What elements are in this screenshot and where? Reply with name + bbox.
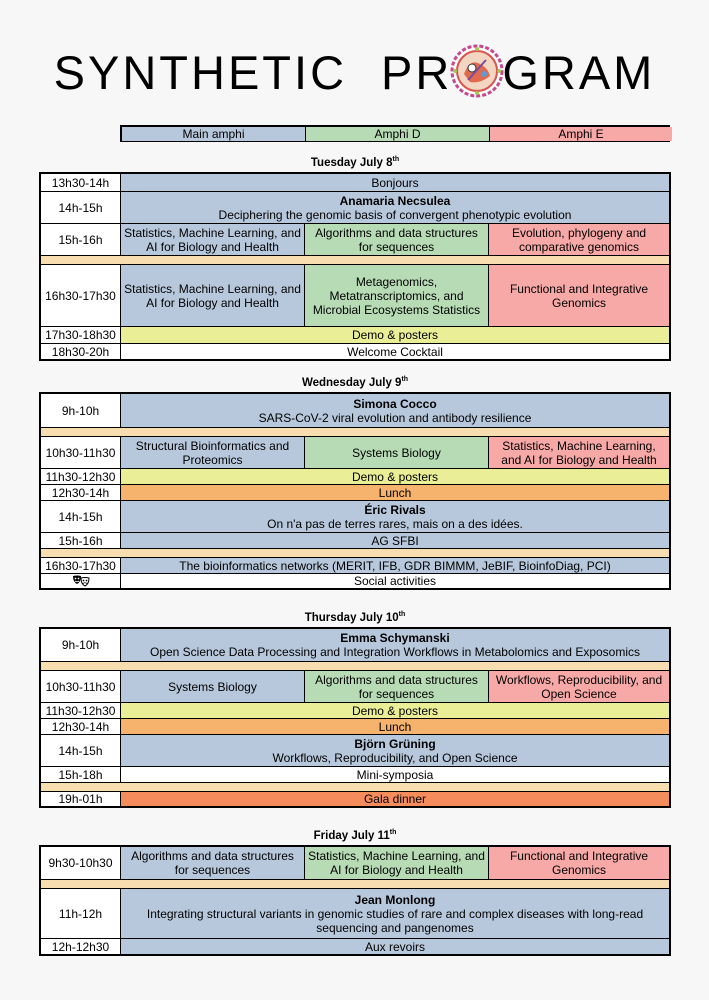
speaker-name: Emma Schymanski: [340, 631, 450, 645]
schedule-thursday: [39, 627, 671, 808]
session-cell: Lunch: [121, 485, 669, 500]
schedule-row: [41, 326, 669, 343]
schedule-row: [41, 718, 669, 734]
schedule-tuesday: [39, 172, 671, 361]
legend-amphi-d: Amphi D: [305, 127, 489, 141]
session-amphi-e: Evolution, phylogeny and comparative genomics: [489, 224, 669, 255]
session-amphi-d: Metagenomics, Metatranscriptomics, and Microbial Ecosystems Statistics: [305, 265, 489, 326]
speaker-name: Éric Rivals: [364, 502, 426, 517]
legend-main-amphi: Main amphi: [122, 127, 305, 141]
day-title-friday: Friday July 11th: [313, 829, 397, 842]
session-cell: Welcome Cocktail: [121, 344, 669, 359]
schedule-friday: [39, 845, 671, 956]
time-slot: 17h30-18h30: [41, 327, 121, 343]
break-row: [41, 879, 669, 888]
theater-masks-icon: [72, 575, 90, 587]
program-title: [0, 40, 709, 104]
session-cell: Mini-symposia: [121, 767, 669, 782]
break-row: [41, 255, 669, 264]
session-cell: Demo & posters: [121, 469, 669, 484]
talk-title: On n'a pas de terres rares, mais on a des idées.: [267, 516, 523, 531]
legend-amphi-e: Amphi E: [489, 127, 672, 141]
time-slot: 14h-15h: [41, 735, 121, 766]
schedule-row: [41, 629, 669, 661]
time-slot: 18h30-20h: [41, 344, 121, 359]
schedule-row: [41, 573, 669, 588]
speaker-name: Jean Monlong: [354, 892, 436, 907]
schedule-row: [41, 791, 669, 806]
time-slot: 12h30-14h: [41, 719, 121, 734]
keynote-cell: [121, 394, 669, 427]
session-amphi-d: Algorithms and data structures for sequences: [305, 224, 489, 255]
session-cell: Gala dinner: [121, 792, 669, 806]
day-title-thursday: Thursday July 10th: [304, 611, 406, 624]
session-amphi-e: Workflows, Reproducibility, and Open Science: [489, 671, 669, 702]
time-slot: 16h30-17h30: [41, 265, 121, 326]
room-legend: [120, 125, 670, 142]
time-slot: 14h-15h: [41, 192, 121, 223]
talk-title: Open Science Data Processing and Integration Workflows in Metabolomics and Exposomics: [149, 645, 641, 659]
talk-title: SARS-CoV-2 viral evolution and antibody resilience: [258, 410, 532, 425]
keynote-cell: [121, 192, 669, 223]
session-cell: Lunch: [121, 719, 669, 734]
time-slot: 11h-12h: [41, 889, 121, 938]
session-cell: AG SFBI: [121, 533, 669, 548]
time-slot: 12h30-14h: [41, 485, 121, 500]
session-main-amphi: Algorithms and data structures for sequences: [121, 847, 305, 879]
keynote-cell: [121, 629, 669, 661]
talk-title: Workflows, Reproducibility, and Open Science: [272, 750, 518, 765]
break-row: [41, 427, 669, 436]
session-cell: Bonjours: [121, 174, 669, 191]
schedule-row: [41, 557, 669, 573]
time-slot: 10h30-11h30: [41, 437, 121, 468]
conference-logo-icon: [450, 44, 504, 98]
session-cell: The bioinformatics networks (MERIT, IFB, GDR BIMMM, JeBIF, BioinfoDiag, PCI): [121, 558, 669, 573]
schedule-row: [41, 888, 669, 938]
day-title-tuesday: Tuesday July 8th: [310, 156, 400, 169]
break-row: [41, 661, 669, 670]
session-cell: Demo & posters: [121, 327, 669, 343]
time-slot: 9h-10h: [41, 629, 121, 661]
time-slot: 13h30-14h: [41, 174, 121, 191]
schedule-row: [41, 436, 669, 468]
time-slot: 15h-16h: [41, 224, 121, 255]
time-slot: 10h30-11h30: [41, 671, 121, 702]
session-amphi-e: Functional and Integrative Genomics: [489, 265, 669, 326]
schedule-wednesday: [39, 392, 671, 590]
title-gram: GRAM: [502, 45, 656, 99]
schedule-row: [41, 670, 669, 702]
schedule-row: [41, 500, 669, 532]
talk-title: Deciphering the genomic basis of convergent phenotypic evolution: [218, 207, 572, 222]
speaker-name: Simona Cocco: [353, 396, 437, 411]
schedule-row: [41, 847, 669, 879]
time-slot: 12h-12h30: [41, 939, 121, 954]
schedule-row: [41, 532, 669, 548]
session-cell: Demo & posters: [121, 703, 669, 718]
time-slot: [41, 574, 121, 588]
break-row: [41, 548, 669, 557]
day-title-wednesday: Wednesday July 9th: [301, 376, 409, 389]
time-slot: 15h-16h: [41, 533, 121, 548]
keynote-cell: [121, 501, 669, 532]
schedule-row: [41, 223, 669, 255]
time-slot: 11h30-12h30: [41, 469, 121, 484]
time-slot: 19h-01h: [41, 792, 121, 806]
schedule-row: [41, 343, 669, 359]
time-slot: 11h30-12h30: [41, 703, 121, 718]
session-amphi-e: Statistics, Machine Learning, and AI for Biology and Health: [489, 437, 669, 468]
session-cell: Social activities: [121, 574, 669, 588]
schedule-row: [41, 191, 669, 223]
schedule-row: [41, 766, 669, 782]
time-slot: 15h-18h: [41, 767, 121, 782]
speaker-name: Anamaria Necsulea: [339, 193, 451, 208]
schedule-row: [41, 734, 669, 766]
time-slot: 9h30-10h30: [41, 847, 121, 879]
session-amphi-d: Systems Biology: [305, 437, 489, 468]
schedule-row: [41, 174, 669, 191]
schedule-row: [41, 468, 669, 484]
keynote-cell: [121, 735, 669, 766]
schedule-row: [41, 264, 669, 326]
session-amphi-d: Statistics, Machine Learning, and AI for Biology and Health: [305, 847, 489, 879]
speaker-name: Björn Grüning: [354, 736, 436, 751]
time-slot: 9h-10h: [41, 394, 121, 427]
session-cell: Aux revoirs: [121, 939, 669, 954]
title-pr: PR: [381, 45, 453, 99]
keynote-cell: [121, 889, 669, 938]
schedule-row: [41, 702, 669, 718]
session-amphi-e: Functional and Integrative Genomics: [489, 847, 669, 879]
session-main-amphi: Structural Bioinformatics and Proteomics: [121, 437, 305, 468]
schedule-row: [41, 394, 669, 427]
session-main-amphi: Statistics, Machine Learning, and AI for Biology and Health: [121, 265, 305, 326]
time-slot: 16h30-17h30: [41, 558, 121, 573]
talk-title: Integrating structural variants in genomic studies of rare and complex diseases with long-read sequencing and pangenomes: [146, 906, 644, 935]
schedule-row: [41, 938, 669, 954]
schedule-row: [41, 484, 669, 500]
session-main-amphi: Systems Biology: [121, 671, 305, 702]
session-amphi-d: Algorithms and data structures for sequences: [305, 671, 489, 702]
title-synthetic: SYNTHETIC: [53, 45, 348, 99]
break-row: [41, 782, 669, 791]
session-main-amphi: Statistics, Machine Learning, and AI for Biology and Health: [121, 224, 305, 255]
time-slot: 14h-15h: [41, 501, 121, 532]
